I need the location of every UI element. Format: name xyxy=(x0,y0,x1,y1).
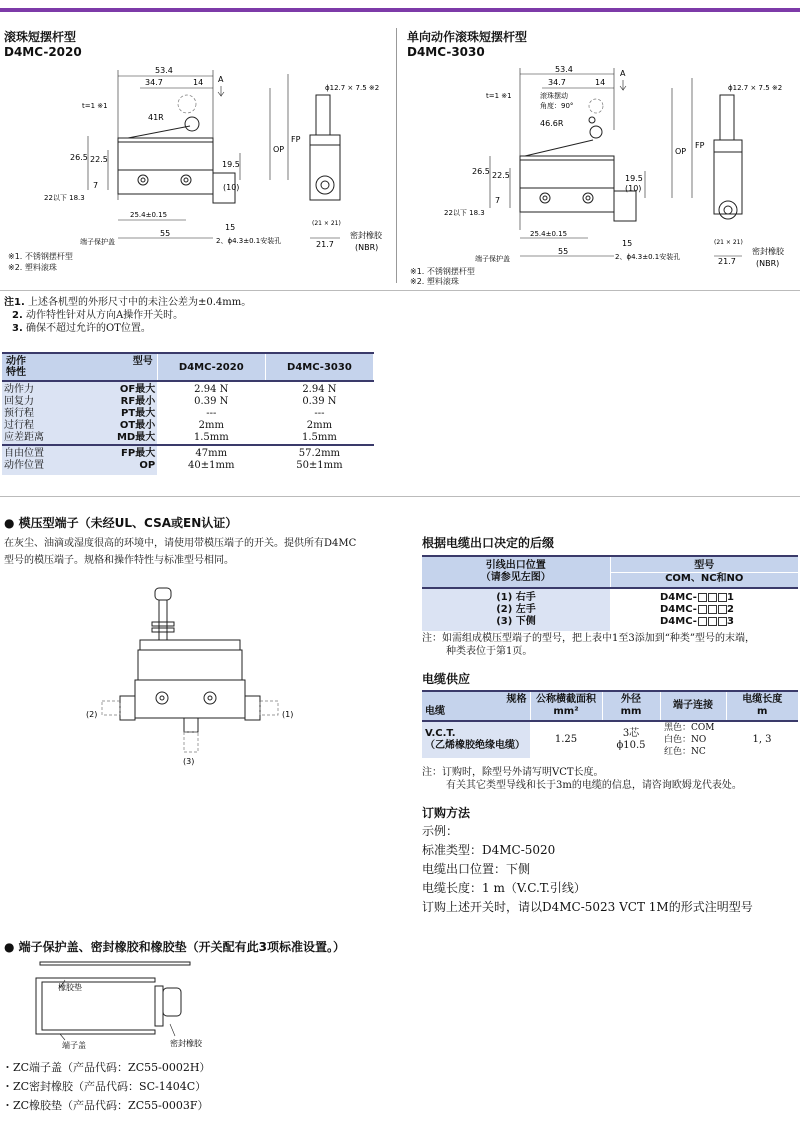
dim-7: 7 xyxy=(93,181,99,190)
spec-row-code: MD最大 xyxy=(116,432,156,443)
left-model: D4MC-2020 xyxy=(4,45,82,59)
mold-desc xyxy=(4,535,356,569)
order-title: 订购方法 xyxy=(422,806,471,820)
cable-h-cable: 电缆 xyxy=(425,706,445,717)
suffix-model xyxy=(660,592,798,604)
right-footnote-1: ※1. 不锈钢摆杆型 xyxy=(410,267,475,276)
cable-h-term: 端子连接 xyxy=(660,691,726,721)
spec-row-name: 预行程 xyxy=(4,408,34,419)
dim-46-6r: 46.6R xyxy=(540,119,564,128)
spec-row-name: 自由位置 xyxy=(4,448,44,459)
mold-label-2: (2) xyxy=(86,710,98,719)
suffix-model-text: D4MC- xyxy=(660,592,697,603)
dim-roller-phi: ϕ12.7 × 7.5 ※2 xyxy=(325,84,380,92)
cable-area: 1.25 xyxy=(530,721,602,758)
spec-h-model: 型号 xyxy=(132,356,153,367)
left-dimension-drawing xyxy=(0,60,395,260)
cable-term-1: 黑色：COM xyxy=(664,723,715,733)
cable-h-od: 外径 xyxy=(621,694,641,705)
spec-value: 2mm xyxy=(306,420,333,431)
spec-row xyxy=(4,384,155,396)
note-1-num: 注1. xyxy=(4,297,25,308)
mold-title: 模压型端子（未经UL、CSA或EN认证） xyxy=(18,516,238,530)
dim-22-18-3: 22以下 18.3 xyxy=(44,194,85,202)
note-3-num: 3. xyxy=(12,323,23,334)
suffix-model-text: D4MC- xyxy=(660,604,697,615)
suffix-digit: 2 xyxy=(726,604,734,615)
molded-terminal-drawing xyxy=(80,580,320,770)
top-accent-bar xyxy=(0,8,800,12)
cable-table xyxy=(422,690,798,758)
suffix-title: 根据电缆出口决定的后缀 xyxy=(422,536,555,550)
cable-note-2: 有关其它类型导线和长于3m的电缆的信息，请咨询欧姆龙代表处。 xyxy=(446,780,742,791)
label-nbr: (NBR) xyxy=(355,243,379,252)
spec-value: 2.94 N xyxy=(302,384,337,395)
acc-label-seal: 密封橡胶 xyxy=(170,1039,202,1048)
dim-55-r: 55 xyxy=(558,247,569,256)
cable-name-1: V.C.T. xyxy=(425,728,456,739)
label-seal: 密封橡胶 xyxy=(350,231,382,240)
spec-row-code: RF最小 xyxy=(120,396,156,407)
dim-26-5: 26.5 xyxy=(70,153,88,162)
cable-name-2: （乙烯橡胶绝缘电缆） xyxy=(425,740,525,751)
acc-heading: ● 端子保护盖、密封橡胶和橡胶垫（开关配有此3项标准设置。） xyxy=(4,940,346,954)
spec-value: 1.5mm xyxy=(301,432,337,443)
spec-row-code: PT最大 xyxy=(121,408,156,419)
dim-21-7: 21.7 xyxy=(316,240,334,249)
order-line-4: 电缆长度：1 m（V.C.T.引线） xyxy=(422,881,586,895)
dim-55: 55 xyxy=(160,229,171,238)
dim-10-r: (10) xyxy=(625,184,642,193)
order-line-5: 订购上述开关时，请以D4MC-5023 VCT 1M的形式注明型号 xyxy=(422,900,753,914)
dim-15: 15 xyxy=(225,223,236,232)
dim-34-7-r: 34.7 xyxy=(548,78,566,87)
cable-od-2: ϕ10.5 xyxy=(616,740,646,751)
dim-22-5: 22.5 xyxy=(90,155,108,164)
spec-value: 40±1mm xyxy=(188,460,235,471)
cable-h-len-unit: m xyxy=(757,706,768,717)
mold-text-1: 在灰尘、油滴或湿度很高的环境中，请使用带模压端子的开关。提供所有D4MC xyxy=(4,538,357,549)
left-footnote-1: ※1. 不锈钢摆杆型 xyxy=(8,252,73,261)
suffix-h2 xyxy=(610,556,798,588)
acc-title: 端子保护盖、密封橡胶和橡胶垫（开关配有此3项标准设置。） xyxy=(18,940,346,954)
dim-op: OP xyxy=(273,145,285,154)
order-body xyxy=(422,822,753,917)
dim-fp: FP xyxy=(291,135,301,144)
dim-53-4-r: 53.4 xyxy=(555,65,573,74)
order-line-3: 电缆出口位置：下侧 xyxy=(422,862,531,876)
suffix-h1 xyxy=(422,556,610,588)
cable-term-2: 白色：NO xyxy=(664,735,707,745)
dim-22-18-3-r: 22以下 18.3 xyxy=(444,209,485,217)
spec-header-corner xyxy=(2,353,157,381)
spec-h-m2: D4MC-3030 xyxy=(265,353,373,381)
spec-row xyxy=(4,396,155,408)
dim-34-7: 34.7 xyxy=(145,78,163,87)
spec-row-name: 动作力 xyxy=(4,384,34,395)
label-roller-swing: 滚珠摆动 xyxy=(540,92,568,100)
acc-label-cover: 端子盖 xyxy=(62,1041,86,1050)
spec-value: 2.94 N xyxy=(194,384,229,395)
spec-value: 57.2mm xyxy=(298,448,341,459)
right-model: D4MC-3030 xyxy=(407,45,485,59)
spec-value: 2mm xyxy=(198,420,224,431)
acc-item: ・ZC端子盖（产品代码：ZC55-0002H） xyxy=(2,1061,211,1074)
suffix-digit: 3 xyxy=(726,616,734,627)
spec-value: --- xyxy=(314,408,325,419)
order-line-1: 示例： xyxy=(422,824,459,838)
arrow-icon xyxy=(620,80,626,90)
spec-row xyxy=(4,432,155,444)
spec-value: 0.39 N xyxy=(302,396,337,407)
notes xyxy=(4,296,251,335)
mold-label-1: (1) xyxy=(282,710,294,719)
right-title: 单向动作滚珠短摆杆型 xyxy=(407,30,528,44)
spec-value: --- xyxy=(206,408,217,419)
suffix-pos: (3) 下侧 xyxy=(496,616,536,627)
cable-h-od-unit: mm xyxy=(620,706,642,717)
dim-op-r: OP xyxy=(675,147,687,156)
suffix-model xyxy=(660,616,798,628)
dim-fp-r: FP xyxy=(695,141,705,150)
dim-7-r: 7 xyxy=(495,196,501,205)
dim-21x21: (21 × 21) xyxy=(312,220,341,227)
suffix-digit: 1 xyxy=(726,592,734,603)
dim-19-5-r: 19.5 xyxy=(625,174,643,183)
divider xyxy=(0,496,800,497)
dim-25-4: 25.4±0.15 xyxy=(130,211,168,219)
acc-item: ・ZC橡胶垫（产品代码：ZC55-0003F） xyxy=(2,1099,209,1112)
acc-list xyxy=(2,1058,210,1115)
spec-row-code: OP xyxy=(139,460,156,471)
suffix-h2-text: 型号 xyxy=(611,560,799,573)
dim-25-4-r: 25.4±0.15 xyxy=(530,230,568,238)
spec-row xyxy=(4,448,155,460)
spec-value: 50±1mm xyxy=(296,460,343,471)
cable-title: 电缆供应 xyxy=(422,672,471,686)
label-nbr-r: (NBR) xyxy=(756,259,780,268)
mold-label-3: (3) xyxy=(183,757,195,766)
dir-a-label-r: A xyxy=(620,69,626,78)
spec-row-code: OT最小 xyxy=(119,420,156,431)
cable-note-1: 注：订购时，除型号外请写明VCT长度。 xyxy=(422,767,604,778)
cable-od-1: 3芯 xyxy=(622,728,640,739)
spec-table xyxy=(2,352,374,475)
suffix-table xyxy=(422,555,798,631)
dim-21-7-r: 21.7 xyxy=(718,257,736,266)
spec-row xyxy=(4,460,155,472)
left-title: 滚珠短摆杆型 xyxy=(4,30,77,44)
dim-14: 14 xyxy=(193,78,204,87)
note-2-num: 2. xyxy=(12,310,23,321)
note-2-text: 动作特性针对从方向A操作开关时。 xyxy=(25,310,184,321)
dim-t1: t=1 ※1 xyxy=(82,102,108,110)
spec-row xyxy=(4,408,155,420)
suffix-model xyxy=(660,604,798,616)
cable-note xyxy=(422,766,742,792)
column-divider xyxy=(396,28,397,283)
spec-row xyxy=(4,420,155,432)
suffix-h2b: COM、NC和NO xyxy=(665,572,744,584)
cable-len: 1, 3 xyxy=(726,721,798,758)
dim-21x21-r: (21 × 21) xyxy=(714,239,743,246)
spec-value: 1.5mm xyxy=(193,432,229,443)
acc-item: ・ZC密封橡胶（产品代码：SC-1404C） xyxy=(2,1080,207,1093)
cable-h-area: 公称横截面积 xyxy=(536,694,596,705)
label-terminal-cover: 端子保护盖 xyxy=(80,238,115,246)
suffix-h1b: （请参见左图） xyxy=(480,572,551,583)
label-terminal-cover-r: 端子保护盖 xyxy=(475,255,510,263)
spec-h-m1: D4MC-2020 xyxy=(157,353,265,381)
cable-term-3: 红色：NC xyxy=(664,747,706,757)
suffix-pos: (1) 右手 xyxy=(496,592,536,603)
divider xyxy=(0,290,800,291)
dim-26-5-r: 26.5 xyxy=(472,167,490,176)
right-footnote-2: ※2. 塑料滚珠 xyxy=(410,277,459,286)
dir-a-label: A xyxy=(218,75,224,84)
spec-h-char: 特性 xyxy=(6,367,26,378)
dim-10: (10) xyxy=(223,183,240,192)
note-3-text: 确保不超过允许的OT位置。 xyxy=(25,323,151,334)
cable-h-len: 电缆长度 xyxy=(742,694,783,705)
spec-value: 0.39 N xyxy=(194,396,229,407)
dim-15-r: 15 xyxy=(622,239,633,248)
dim-roller-phi-r: ϕ12.7 × 7.5 ※2 xyxy=(728,84,783,92)
spec-h-action: 动作 xyxy=(6,356,26,367)
spec-row-name: 回复力 xyxy=(4,396,34,407)
suffix-note xyxy=(422,632,755,658)
note-1-text: 上述各机型的外形尺寸中的未注公差为±0.4mm。 xyxy=(27,297,252,308)
dim-t1-r: t=1 ※1 xyxy=(486,92,512,100)
left-footnote-2: ※2. 塑料滚珠 xyxy=(8,263,57,272)
cable-h-spec: 规格 xyxy=(506,694,527,705)
suffix-h1-text: 引线出口位置 xyxy=(485,560,546,571)
spec-value: 47mm xyxy=(195,448,228,459)
dim-14-r: 14 xyxy=(595,78,606,87)
spec-row-code: OF最大 xyxy=(119,384,156,395)
mold-heading: ● 模压型端子（未经UL、CSA或EN认证） xyxy=(4,516,238,530)
spec-row-name: 应差距离 xyxy=(4,432,44,443)
dim-41r: 41R xyxy=(148,113,164,122)
dim-mount-hole-r: 2、ϕ4.3±0.1安装孔 xyxy=(615,253,681,261)
mold-text-2: 型号的模压端子。规格和操作特性与标准型号相同。 xyxy=(4,555,234,566)
arrow-icon xyxy=(218,86,224,96)
acc-label-gasket: 橡胶垫 xyxy=(58,983,82,992)
cable-h-area-unit: mm² xyxy=(553,706,579,717)
dim-22-5-r: 22.5 xyxy=(492,171,510,180)
right-dimension-drawing xyxy=(400,60,800,270)
dim-53-4: 53.4 xyxy=(155,66,173,75)
spec-row-code: FP最大 xyxy=(121,448,156,459)
order-line-2: 标准类型：D4MC-5020 xyxy=(422,843,556,857)
suffix-note-2: 种类表位于第1页。 xyxy=(446,646,533,657)
accessory-drawing xyxy=(20,958,260,1053)
label-seal-r: 密封橡胶 xyxy=(752,247,784,256)
suffix-note-1: 注：如需组成模压型端子的型号，把上表中1至3添加到“种类”型号的末端， xyxy=(422,633,755,644)
spec-row-name: 过行程 xyxy=(4,420,34,431)
suffix-model-text: D4MC- xyxy=(660,616,697,627)
dim-mount-hole: 2、ϕ4.3±0.1安装孔 xyxy=(216,237,282,245)
label-swing-angle: 角度：90° xyxy=(540,102,574,110)
dim-19-5: 19.5 xyxy=(222,160,240,169)
suffix-pos: (2) 左手 xyxy=(496,604,536,615)
spec-row-name: 动作位置 xyxy=(4,460,44,471)
